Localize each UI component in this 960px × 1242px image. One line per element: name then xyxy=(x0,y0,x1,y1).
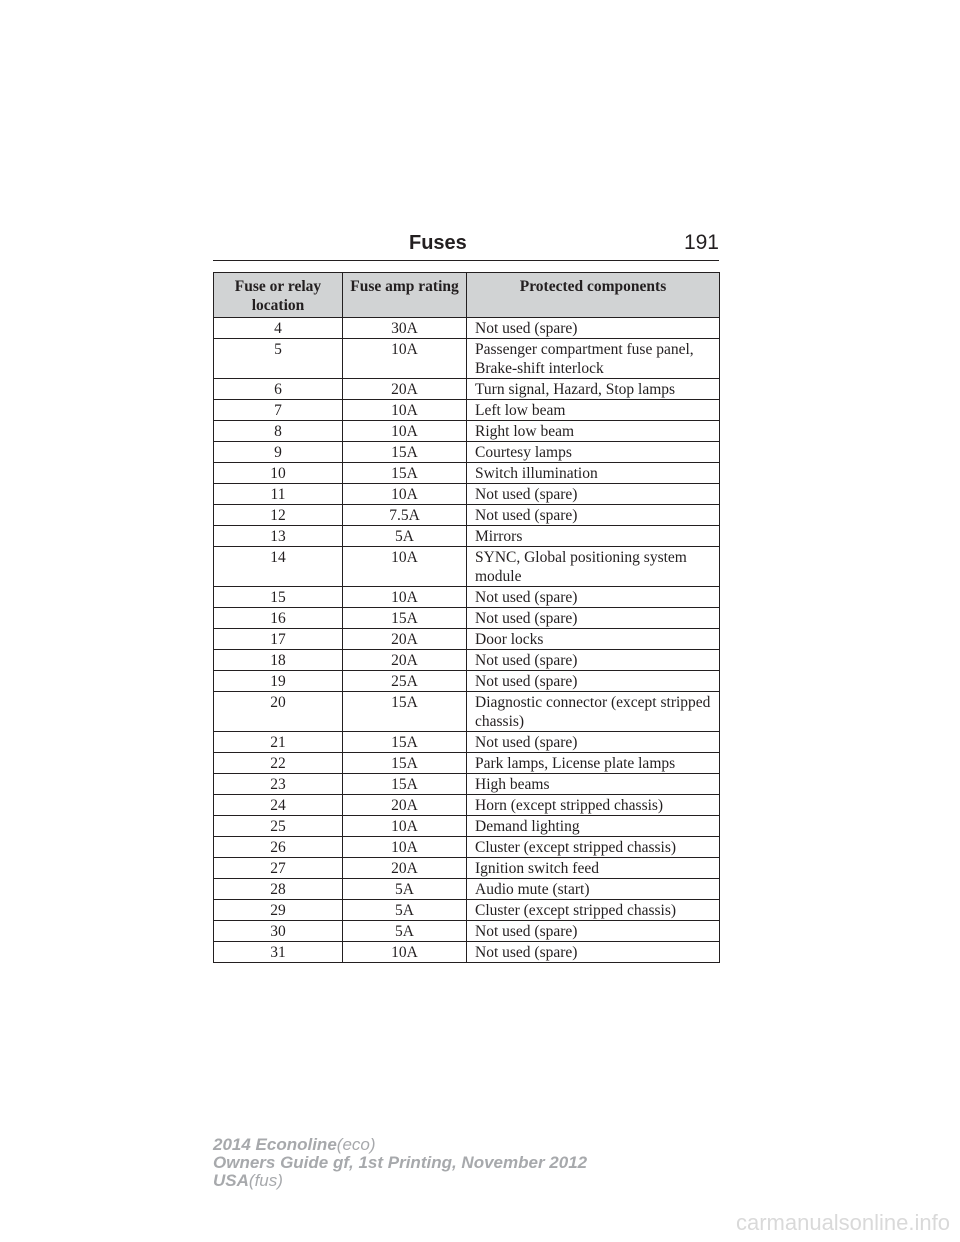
cell-amp-rating: 10A xyxy=(343,587,467,608)
cell-protected-components: Diagnostic connector (except stripped chassis) xyxy=(467,692,720,732)
cell-amp-rating: 5A xyxy=(343,526,467,547)
table-row xyxy=(214,921,720,942)
footer-edition: Owners Guide gf, 1st Printing, November 2012 xyxy=(213,1153,588,1172)
cell-protected-components: Right low beam xyxy=(467,421,720,442)
cell-amp-rating: 15A xyxy=(343,732,467,753)
table-row xyxy=(214,753,720,774)
cell-location: 16 xyxy=(214,608,343,629)
cell-location: 18 xyxy=(214,650,343,671)
table-row xyxy=(214,339,720,379)
cell-amp-rating: 10A xyxy=(343,421,467,442)
watermark: carmanualsonline.info xyxy=(735,1210,950,1235)
cell-amp-rating: 20A xyxy=(343,650,467,671)
fuse-table xyxy=(213,272,720,963)
column-header-location: Fuse or relay location xyxy=(214,273,343,318)
column-header-amp-rating: Fuse amp rating xyxy=(343,273,467,318)
cell-location: 9 xyxy=(214,442,343,463)
cell-amp-rating: 30A xyxy=(343,318,467,339)
cell-location: 12 xyxy=(214,505,343,526)
cell-location: 20 xyxy=(214,692,343,732)
footer-market-code: (fus) xyxy=(248,1171,283,1190)
table-row xyxy=(214,421,720,442)
table-row xyxy=(214,837,720,858)
cell-protected-components: Turn signal, Hazard, Stop lamps xyxy=(467,379,720,400)
table-row xyxy=(214,505,720,526)
cell-location: 29 xyxy=(214,900,343,921)
table-row xyxy=(214,774,720,795)
cell-location: 22 xyxy=(214,753,343,774)
cell-amp-rating: 10A xyxy=(343,339,467,379)
cell-protected-components: Not used (spare) xyxy=(467,484,720,505)
cell-protected-components: Not used (spare) xyxy=(467,921,720,942)
cell-protected-components: Mirrors xyxy=(467,526,720,547)
cell-location: 23 xyxy=(214,774,343,795)
table-row xyxy=(214,816,720,837)
document-footer xyxy=(213,1136,587,1190)
cell-location: 8 xyxy=(214,421,343,442)
cell-protected-components: Door locks xyxy=(467,629,720,650)
cell-location: 25 xyxy=(214,816,343,837)
cell-protected-components: Ignition switch feed xyxy=(467,858,720,879)
cell-protected-components: SYNC, Global positioning system module xyxy=(467,547,720,587)
footer-market: USA xyxy=(213,1171,249,1190)
cell-location: 31 xyxy=(214,942,343,963)
table-row xyxy=(214,629,720,650)
cell-location: 28 xyxy=(214,879,343,900)
cell-protected-components: Demand lighting xyxy=(467,816,720,837)
cell-protected-components: Horn (except stripped chassis) xyxy=(467,795,720,816)
cell-amp-rating: 15A xyxy=(343,753,467,774)
cell-amp-rating: 5A xyxy=(343,921,467,942)
cell-amp-rating: 20A xyxy=(343,858,467,879)
cell-location: 19 xyxy=(214,671,343,692)
cell-amp-rating: 20A xyxy=(343,379,467,400)
footer-model: 2014 Econoline xyxy=(213,1135,337,1154)
table-row xyxy=(214,732,720,753)
table-row xyxy=(214,547,720,587)
cell-amp-rating: 10A xyxy=(343,484,467,505)
table-body xyxy=(214,318,720,963)
cell-location: 15 xyxy=(214,587,343,608)
table-row xyxy=(214,900,720,921)
cell-amp-rating: 10A xyxy=(343,816,467,837)
cell-amp-rating: 10A xyxy=(343,400,467,421)
table-row xyxy=(214,463,720,484)
cell-protected-components: Park lamps, License plate lamps xyxy=(467,753,720,774)
cell-location: 30 xyxy=(214,921,343,942)
cell-location: 21 xyxy=(214,732,343,753)
cell-location: 6 xyxy=(214,379,343,400)
cell-location: 27 xyxy=(214,858,343,879)
cell-location: 13 xyxy=(214,526,343,547)
table-row xyxy=(214,526,720,547)
cell-amp-rating: 10A xyxy=(343,942,467,963)
cell-protected-components: Not used (spare) xyxy=(467,505,720,526)
cell-location: 4 xyxy=(214,318,343,339)
table-row xyxy=(214,671,720,692)
cell-protected-components: Not used (spare) xyxy=(467,608,720,629)
cell-protected-components: High beams xyxy=(467,774,720,795)
cell-protected-components: Cluster (except stripped chassis) xyxy=(467,837,720,858)
cell-amp-rating: 5A xyxy=(343,900,467,921)
cell-amp-rating: 5A xyxy=(343,879,467,900)
cell-location: 26 xyxy=(214,837,343,858)
cell-location: 7 xyxy=(214,400,343,421)
column-header-protected-components: Protected components xyxy=(467,273,720,318)
cell-amp-rating: 20A xyxy=(343,629,467,650)
cell-protected-components: Not used (spare) xyxy=(467,318,720,339)
cell-protected-components: Not used (spare) xyxy=(467,942,720,963)
cell-location: 17 xyxy=(214,629,343,650)
cell-location: 24 xyxy=(214,795,343,816)
cell-amp-rating: 20A xyxy=(343,795,467,816)
page-header xyxy=(213,228,719,261)
table-row xyxy=(214,442,720,463)
cell-amp-rating: 15A xyxy=(343,774,467,795)
table-row xyxy=(214,484,720,505)
table-row xyxy=(214,879,720,900)
table-row xyxy=(214,858,720,879)
page-number: 191 xyxy=(683,231,719,254)
cell-protected-components: Not used (spare) xyxy=(467,732,720,753)
cell-protected-components: Not used (spare) xyxy=(467,650,720,671)
section-title: Fuses xyxy=(409,232,467,254)
table-row xyxy=(214,608,720,629)
cell-amp-rating: 15A xyxy=(343,608,467,629)
footer-model-code: (eco) xyxy=(336,1135,376,1154)
cell-amp-rating: 15A xyxy=(343,463,467,484)
cell-amp-rating: 25A xyxy=(343,671,467,692)
table-row xyxy=(214,587,720,608)
table-header-row xyxy=(214,273,720,318)
cell-location: 11 xyxy=(214,484,343,505)
cell-amp-rating: 7.5A xyxy=(343,505,467,526)
cell-location: 5 xyxy=(214,339,343,379)
cell-protected-components: Left low beam xyxy=(467,400,720,421)
table-row xyxy=(214,942,720,963)
cell-protected-components: Cluster (except stripped chassis) xyxy=(467,900,720,921)
cell-protected-components: Audio mute (start) xyxy=(467,879,720,900)
cell-protected-components: Switch illumination xyxy=(467,463,720,484)
footer-line-market xyxy=(213,1172,587,1190)
cell-amp-rating: 10A xyxy=(343,837,467,858)
cell-amp-rating: 15A xyxy=(343,692,467,732)
cell-amp-rating: 15A xyxy=(343,442,467,463)
cell-protected-components: Courtesy lamps xyxy=(467,442,720,463)
footer-line-edition xyxy=(213,1154,587,1172)
table-row xyxy=(214,379,720,400)
table-row xyxy=(214,650,720,671)
cell-location: 10 xyxy=(214,463,343,484)
cell-location: 14 xyxy=(214,547,343,587)
footer-line-model xyxy=(213,1136,587,1154)
table-row xyxy=(214,795,720,816)
table-row xyxy=(214,318,720,339)
table-row xyxy=(214,692,720,732)
cell-protected-components: Not used (spare) xyxy=(467,587,720,608)
cell-protected-components: Not used (spare) xyxy=(467,671,720,692)
cell-protected-components: Passenger compartment fuse panel, Brake-shift interlock xyxy=(467,339,720,379)
cell-amp-rating: 10A xyxy=(343,547,467,587)
table-row xyxy=(214,400,720,421)
